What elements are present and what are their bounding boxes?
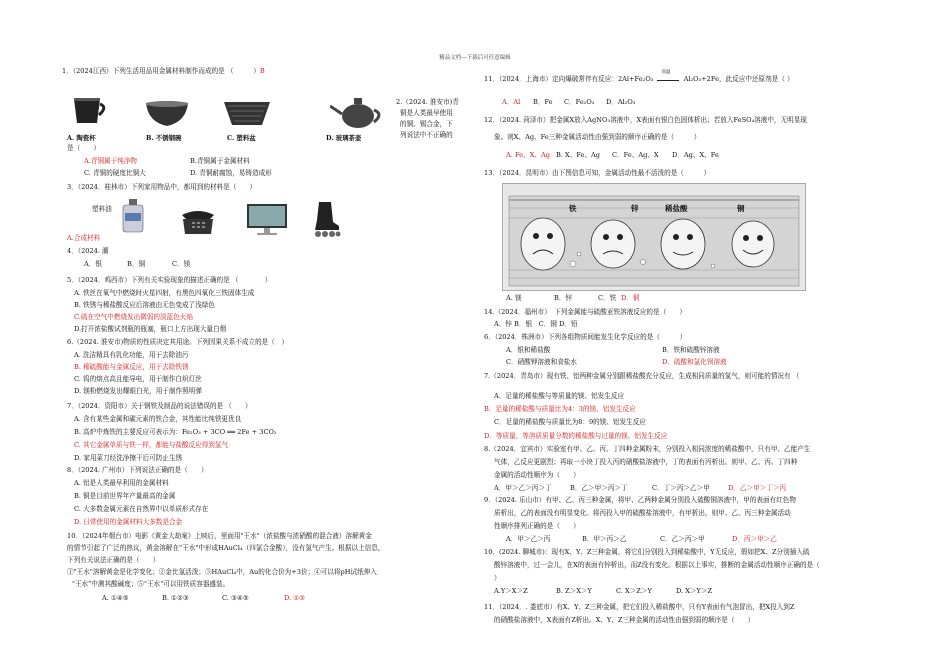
q11-option-c: C．Fe₂O₃ — [564, 98, 595, 106]
q9-line-2: 质析出，乙的表面没有明显变化。将丙投入甲的硫酸盐溶液中，有甲析出，则甲、乙、丙三种金属活动 — [494, 509, 791, 517]
q2-stem-1: 2.（2024. 淮安市)青 — [396, 98, 459, 106]
q7-stem: 7．（2024．资阳市）关于钢铁及制品的说法错误的是 （ ） — [67, 402, 252, 410]
q5-option-b: B. 铁锈与稀盐酸反应后溶液由无色变成了浅绿色 — [74, 301, 215, 309]
telephone-image — [180, 207, 216, 235]
q10b-option-c: C. X＞Z＞Y — [616, 587, 652, 595]
q2-option-d: D. 青铜耐腐蚀，易铸造成形 — [190, 169, 272, 177]
q6b-option-d: D．硫酸和氯化钡溶液 — [662, 358, 727, 366]
q7b-option-c: C．足量的稀盐酸与质量比为8：9的镁、铝发生反应 — [494, 418, 646, 426]
steel-bowl-image — [144, 100, 190, 128]
q9-line-1: 9．（2024. 乐山市）有甲、乙、丙三种金属，将甲、乙两种金属分别投入硫酸铜溶液中，甲的表面有红色物 — [484, 496, 796, 504]
q8-option-b: B. 铜是目前世界年产量最高的金属 — [74, 492, 176, 500]
q7-option-a: A. 含有某些金属和碳元素的铁合金，其性能比纯铁更优良 — [74, 415, 242, 423]
q10b-option-d: D. X＞Y＞Z — [676, 587, 713, 595]
q10-line-3: 下列有关说法正确的是（ ） — [67, 556, 160, 564]
metal-acid-figure — [502, 183, 806, 291]
water-bottle-image — [119, 197, 147, 233]
q2-option-b: B.青铜属于金属材料 — [190, 157, 250, 165]
q10-line-5: "王水"中测其酸碱度；⑤"王水"可以用铁质容器盛装。 — [72, 580, 230, 588]
q11-stem: 11．（2024．上海市）定向爆破常伴有反应：2Al+Fe₂O₃ 高温 Al₂O₃+2Fe，此反应中还原剂是（ ） — [484, 70, 794, 83]
q10-option-b: B. ①②③ — [162, 594, 189, 602]
reaction-condition: 高温 — [661, 70, 671, 75]
q1-stem: 1．（2024江西）下列生活用品用金属材料制作而成的是 （ ）B — [62, 67, 265, 75]
q11b-line-1: 11．（2024．. 娄底市）有X、Y、Z三种金属，把它们投入稀盐酸中，只有Y表面有气泡冒出，把X投入到Z — [484, 603, 795, 611]
q4-stem: 4．（2024. 潮 — [67, 247, 109, 255]
q7b-option-a: A．足量的稀盐酸与等质量的镁、铝发生反应 — [494, 392, 625, 400]
q8b-option-b: B．乙＞甲＞丙＞丁 — [570, 484, 628, 492]
q5-stem: 5．（2024．鸡西市）下列有关实验现象的描述正确的是 （ ） — [67, 276, 272, 284]
q12-option-b: B. X、Fe、Ag — [556, 151, 601, 159]
q6b-option-a: A．银和稀盐酸 — [506, 346, 551, 354]
q3-stem: 3．（2024．桂林市）下列家用物品中，都用到的材料是（ ） — [67, 183, 257, 191]
q10b-line-3: ） — [494, 574, 501, 582]
fig-label-iron: 铁 — [569, 204, 577, 213]
q6-option-a: A. 洗洁精具有乳化功能，用于去除油污 — [74, 351, 189, 359]
q1-option-a: A. 陶瓷杯 — [67, 134, 96, 142]
plastic-basin-image — [222, 98, 272, 128]
q10b-line-2: 酸锌溶液中，过一会儿，在X的表面有锌析出，而Z没有变化。根据以上事实，推断的金属活动性顺序正确的是（ — [494, 561, 820, 569]
q13-option-b: B．锌 — [554, 294, 573, 302]
q7-option-b: B. 高炉中炼铁的主要反应可表示为：Fe₂O₃ + 3CO ══ 2Fe + 3CO₂ — [74, 428, 277, 436]
q12-option-d: D．Ag、X、Fe — [672, 151, 719, 159]
q1-option-d: D. 玻璃茶壶 — [326, 134, 362, 142]
q9-option-d: D．丙＞甲＞乙 — [732, 535, 777, 543]
q11-option-d: D．Al₂O₃ — [606, 98, 636, 106]
page-header: 精品文档---下载后可任意编辑 — [439, 55, 511, 61]
q13-option-d: D．铜 — [621, 294, 640, 302]
q1-option-b: B. 不锈钢碗 — [146, 134, 182, 142]
q10-line-2: 的情节引起了广泛的热议，黄金溶解在"王水"中形成HAuCl₄（四氯合金酸），没有氢气产生。根据以上信息， — [67, 544, 385, 552]
q9-option-b: B．甲＞丙＞乙 — [582, 535, 627, 543]
q5-option-a: A. 铁丝在氧气中燃烧时火星四射，有黑色四氧化三铁固体生成 — [74, 289, 255, 297]
q8b-option-c: C．丁＞丙＞乙＞甲 — [652, 484, 710, 492]
q11-option-a: A．Al — [502, 98, 521, 106]
q13-stem: 13．（2024．昆明市）由下图信息可知，金属活动性最不活泼的是（ ） — [484, 169, 711, 177]
q13-option-c: C．铁 — [598, 294, 617, 302]
roller-skate-image — [311, 200, 341, 238]
q10b-option-a: A.Y＞X＞Z — [494, 587, 528, 595]
q8b-line-3: 金属的活动性顺序为（ ） — [494, 471, 580, 479]
q4-option-b: B．铜 — [127, 260, 146, 268]
q3-fragment: 塑料油 — [92, 205, 112, 213]
q8b-option-d: D．乙＞甲＞丁＞丙 — [728, 484, 787, 492]
q9-line-3: 性顺序排列正确的是（ ） — [494, 522, 580, 530]
q8-option-d: D. 日常使用的金属材料大多数是合金 — [74, 518, 183, 526]
q6-stem: 6.（2024. 淮安市)物质的性质决定其用途。下列因果关系不成立的是（ ） — [67, 338, 289, 346]
q1-option-c: C. 塑料盆 — [227, 134, 256, 142]
q6b-option-c: C．硝酸钾溶液和食盐水 — [506, 358, 577, 366]
q2-stem-5: 是（ ） — [67, 144, 100, 152]
q4-option-a: A．银 — [84, 260, 102, 268]
q2-stem-4: 列说法中不正确的 — [400, 131, 453, 139]
q8-stem: 8．（2024. 广州市）下列说法正确的是（ ） — [67, 466, 208, 474]
q2-option-a: A.青铜属于纯净物 — [84, 157, 138, 165]
q7-option-c: C. 其它金属单质与铁一样，都能与盐酸反应得到氢气 — [74, 441, 229, 449]
glass-teapot-image — [330, 92, 386, 130]
q10-option-c: C. ③④⑤ — [222, 594, 249, 602]
q11-option-b: B．Fe — [533, 98, 553, 106]
q8-option-a: A. 铝是人类最早利用的金属材料 — [74, 479, 169, 487]
q11b-line-2: 的硝酸盐溶液中，X表面有Z析出。X、Y、Z三种金属的活动性由强到弱的顺序是（ ） — [494, 616, 755, 624]
q10-line-4: ①"王水"溶解黄金是化学变化；②金比氢活泼；③HAuCl₄中，Au的化合价为+3价；④可以将pH试纸伸入 — [67, 568, 377, 576]
q6b-option-b: B．铁和硫酸锌溶液 — [662, 346, 720, 354]
q10-option-d: D. ①③ — [284, 594, 306, 602]
q14-options: A．锌 B．银 C．铜 D．铅 — [494, 320, 578, 328]
q7b-option-d: D．等质量、等溶质质量分数的稀盐酸与过量的镁、铝发生反应 — [484, 432, 668, 440]
q6-option-d: D. 镁粉燃烧发出耀眼白光，用于制作照明弹 — [74, 387, 202, 395]
q12-line-1: 12．（2024. 菏泽市）把金属X放入AgNO₃溶液中，X表面有银白色固体析出；若放入FeSO₄溶液中，无明显现 — [484, 116, 807, 124]
q8b-line-2: 气体，乙反应更剧烈；再取一小块丁投入丙的硝酸盐溶液中，丁的表面有丙析出。则甲、乙、丙、丁四种 — [494, 458, 798, 466]
q12-option-a: A. Fe、X、Ag — [506, 151, 550, 159]
q6b-stem: 6．（2024．株洲市）下列各组物质间能发生化学反应的是（ ） — [484, 333, 687, 341]
q14-stem: 14.（2024．福州市） 下列金属能与硫酸亚铁溶液反应的是（ ） — [484, 308, 686, 316]
q4-option-c: C．镁 — [172, 260, 191, 268]
q8-option-c: C. 大多数金属元素在自然界中以单质形式存在 — [74, 505, 209, 513]
q6-option-b: B. 稀硫酸能与金属反应，用于去除铁锈 — [74, 363, 189, 371]
q2-stem-2: 铜是人类最早使用 — [400, 109, 453, 117]
q10b-option-b: B. Z＞X＞Y — [556, 587, 592, 595]
q13-option-a: A. 镁 — [506, 294, 522, 302]
q9-option-a: A．甲＞乙＞丙 — [506, 535, 551, 543]
fig-label-zinc: 锌 — [631, 204, 639, 213]
q8b-option-a: A．甲＞乙＞丙＞丁 — [494, 484, 552, 492]
q6-option-c: C. 钨的熔点高且能导电，用于制作白炽灯丝 — [74, 375, 202, 383]
ceramic-cup-image — [70, 95, 108, 127]
q10-line-1: 10．（2024年烟台市）电影《黄金大劫案》上映后，里面用"王水"（浓盐酸与浓硝酸的混合液）溶解黄金 — [67, 532, 372, 540]
computer-monitor-image — [245, 202, 289, 236]
q7b-option-b: B．足量的稀盐酸与质量比为4：3的镁、铝发生反应 — [484, 405, 636, 413]
q5-option-c: C.硫在空气中燃烧发出微弱的淡蓝色火焰 — [74, 313, 193, 321]
q12-option-c: C．Fe、Ag、X — [612, 151, 659, 159]
q10-option-a: A. ①④⑤ — [102, 594, 129, 602]
q7-option-d: D. 家用菜刀经洗净擦干后可防止生锈 — [74, 454, 183, 462]
q5-option-d: D.打开浓盐酸试剂瓶的瓶塞，瓶口上方出现大量白烟 — [74, 325, 227, 333]
q9-option-c: C．乙＞丙＞甲 — [660, 535, 705, 543]
q7b-stem: 7.（2024．青岛市）现有铁、铝两种金属分别跟稀盐酸充分反应，生成相同质量的氢气，则可能的情况有 （ — [484, 372, 800, 380]
q3-option-a: A.合成材料 — [67, 234, 101, 242]
fig-label-copper: 铜 — [737, 204, 745, 213]
fig-label-acid: 稀盐酸 — [665, 204, 688, 213]
q10b-line-1: 10．(2024. 聊城市)：现有X、Y、Z三种金属，将它们分别投入到稀盐酸中，Y无反应，假如把X、Z分别插入硫 — [484, 548, 810, 556]
q2-stem-3: 的铜、锡合金，下 — [400, 120, 453, 128]
q2-option-c: C. 青铜的硬度比铜大 — [84, 169, 146, 177]
q12-line-2: 象。则X、Ag、Fe三种金属活动性由强到弱的顺序正确的是（ ） — [494, 133, 701, 141]
q8b-line-1: 8.（2024．宜宾市）实验室有甲、乙、丙、丁四种金属粉末，分别投入相同浓度的稀盐酸中，只有甲、乙能产生 — [484, 445, 811, 453]
